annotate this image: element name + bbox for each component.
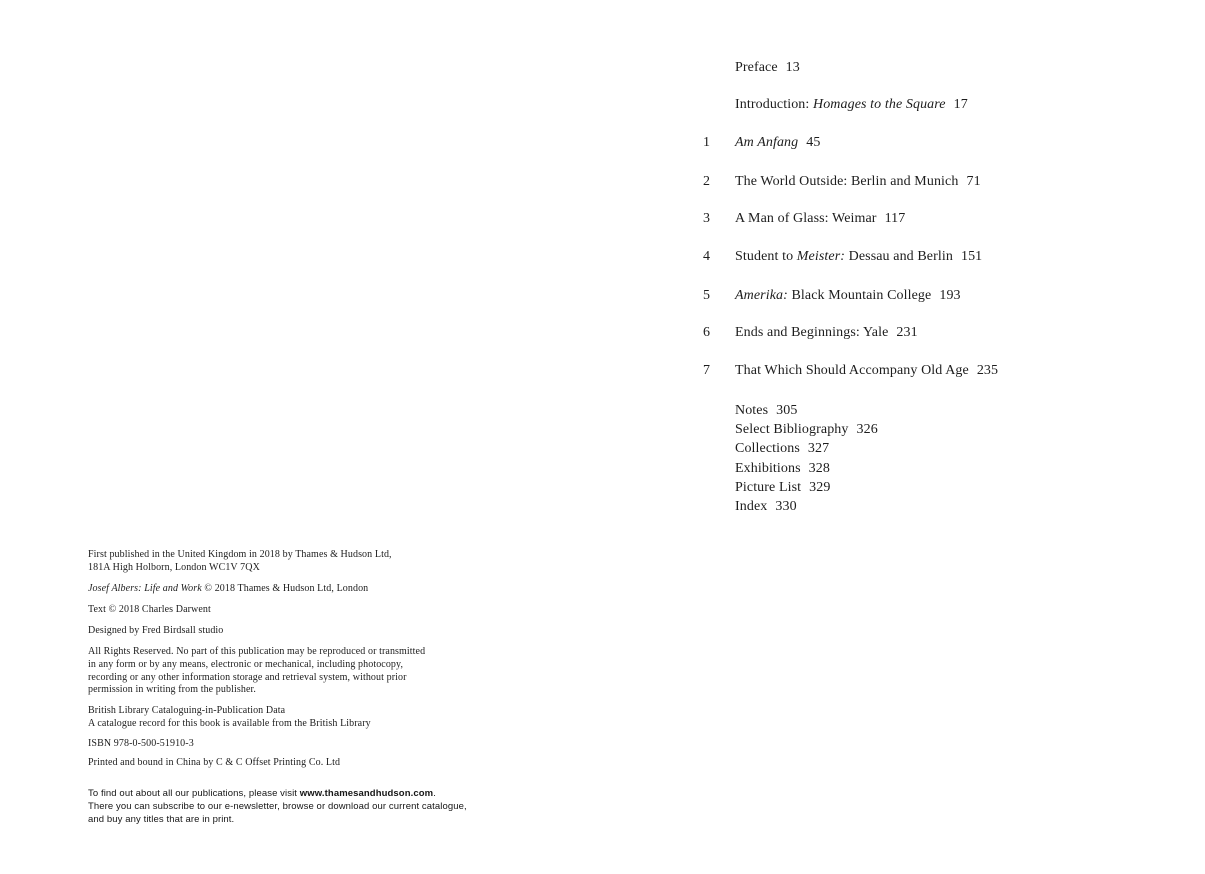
promo-line: There you can subscribe to our e-newsletter, browse or download our current catalogue, <box>88 801 467 812</box>
toc-entry-title-italic: Am Anfang <box>735 135 799 150</box>
toc-entry-title: Introduction: <box>735 97 813 112</box>
toc-entry <box>702 135 820 150</box>
toc-page-number: 151 <box>960 249 983 264</box>
rights-line: All Rights Reserved. No part of this publication may be reproduced or transmitted <box>88 646 426 657</box>
toc-entry-title: Ends and Beginnings: Yale <box>735 325 889 340</box>
chapter-number: 6 <box>703 325 711 340</box>
toc-page-number: 327 <box>807 441 830 457</box>
toc-page-number: 117 <box>884 211 906 226</box>
toc-entry <box>702 211 905 226</box>
toc-page-number: 231 <box>896 325 918 340</box>
printer-credit: Printed and bound in China by C & C Offset Printing Co. Ltd <box>88 757 341 768</box>
toc-page-number: 17 <box>953 97 968 112</box>
library-line: A catalogue record for this book is available from the British Library <box>88 717 371 729</box>
text-copyright: Text © 2018 Charles Darwent <box>88 604 211 615</box>
book-title-italic: Josef Albers: Life and Work <box>88 583 202 594</box>
rights-line: in any form or by any means, electronic or mechanical, including photocopy, <box>88 658 404 670</box>
book-copyright-rest: © 2018 Thames & Hudson Ltd, London <box>201 583 369 594</box>
toc-backmatter-item <box>735 459 878 478</box>
toc-backmatter-label: Picture List <box>735 479 802 495</box>
toc-entry <box>702 288 961 303</box>
toc-entry <box>702 249 982 264</box>
toc-entry-title: Black Mountain College <box>787 288 932 303</box>
chapter-number: 5 <box>703 288 711 303</box>
rights-statement <box>88 646 425 697</box>
chapter-number: 3 <box>703 211 711 226</box>
toc-entry-title-italic: Meister: <box>796 249 846 264</box>
promo-line <box>88 787 467 800</box>
toc-page-number: 305 <box>776 403 798 418</box>
toc-page-number: 193 <box>939 288 961 303</box>
toc-entry-title-italic: Homages to the Square <box>813 97 946 112</box>
toc-entry-title: The World Outside: Berlin and Munich <box>735 174 959 189</box>
toc-entry <box>702 325 918 340</box>
rights-line: permission in writing from the publisher. <box>88 684 256 696</box>
toc-backmatter-item <box>735 497 878 516</box>
toc-backmatter-list <box>735 401 878 516</box>
toc-backmatter-item <box>735 420 878 439</box>
isbn: ISBN 978-0-500-51910-3 <box>88 738 194 749</box>
toc-entry-title: Student to <box>735 249 797 264</box>
chapter-number: 7 <box>703 363 711 378</box>
toc-backmatter-label: Notes <box>735 403 769 418</box>
toc-page-number: 328 <box>808 460 830 476</box>
toc-entry <box>702 97 968 112</box>
book-copyright <box>88 583 368 596</box>
toc-backmatter-label: Select Bibliography <box>735 422 849 438</box>
toc-entry <box>702 174 981 189</box>
chapter-number: 4 <box>703 249 711 264</box>
toc-page-number: 326 <box>856 422 878 438</box>
toc-backmatter-label: Index <box>735 499 768 515</box>
chapter-number: 2 <box>703 174 711 189</box>
toc-entry <box>702 60 800 75</box>
publisher-address: 181A High Holborn, London WC1V 7QX <box>88 561 260 573</box>
toc-page-number: 235 <box>976 363 999 378</box>
toc-page-number: 330 <box>775 499 797 515</box>
design-credit: Designed by Fred Birdsall studio <box>88 625 224 636</box>
library-cataloguing <box>88 705 371 731</box>
library-line: British Library Cataloguing-in-Publication Data <box>88 705 286 716</box>
toc-backmatter-item <box>735 478 878 497</box>
toc-page-number: 13 <box>785 60 800 75</box>
promo-text: . <box>433 788 436 799</box>
publisher-imprint <box>88 549 392 575</box>
toc-backmatter-item <box>735 401 878 420</box>
toc-entry <box>702 363 998 378</box>
toc-backmatter-label: Exhibitions <box>735 460 801 476</box>
promo-text: To find out about all our publications, please visit <box>88 788 300 799</box>
toc-entry-title: Dessau and Berlin <box>845 249 953 264</box>
publisher-promo <box>88 787 467 826</box>
toc-page-number: 329 <box>809 479 831 495</box>
toc-entry-title-italic: Amerika: <box>735 288 788 303</box>
toc-page-number: 71 <box>966 174 981 189</box>
publisher-website: www.thamesandhudson.com <box>299 788 434 799</box>
promo-line: and buy any titles that are in print. <box>88 814 235 825</box>
toc-page-number: 45 <box>806 135 821 150</box>
toc-backmatter-item <box>735 439 878 458</box>
toc-entry-title: A Man of Glass: Weimar <box>735 211 877 226</box>
rights-line: recording or any other information storage and retrieval system, without prior <box>88 671 407 683</box>
toc-entry-title: Preface <box>735 60 778 75</box>
toc-entry-title: That Which Should Accompany Old Age <box>735 363 969 378</box>
chapter-number: 1 <box>703 135 711 150</box>
toc-backmatter-label: Collections <box>735 441 800 457</box>
publisher-line: First published in the United Kingdom in 2018 by Thames & Hudson Ltd, <box>88 549 392 560</box>
